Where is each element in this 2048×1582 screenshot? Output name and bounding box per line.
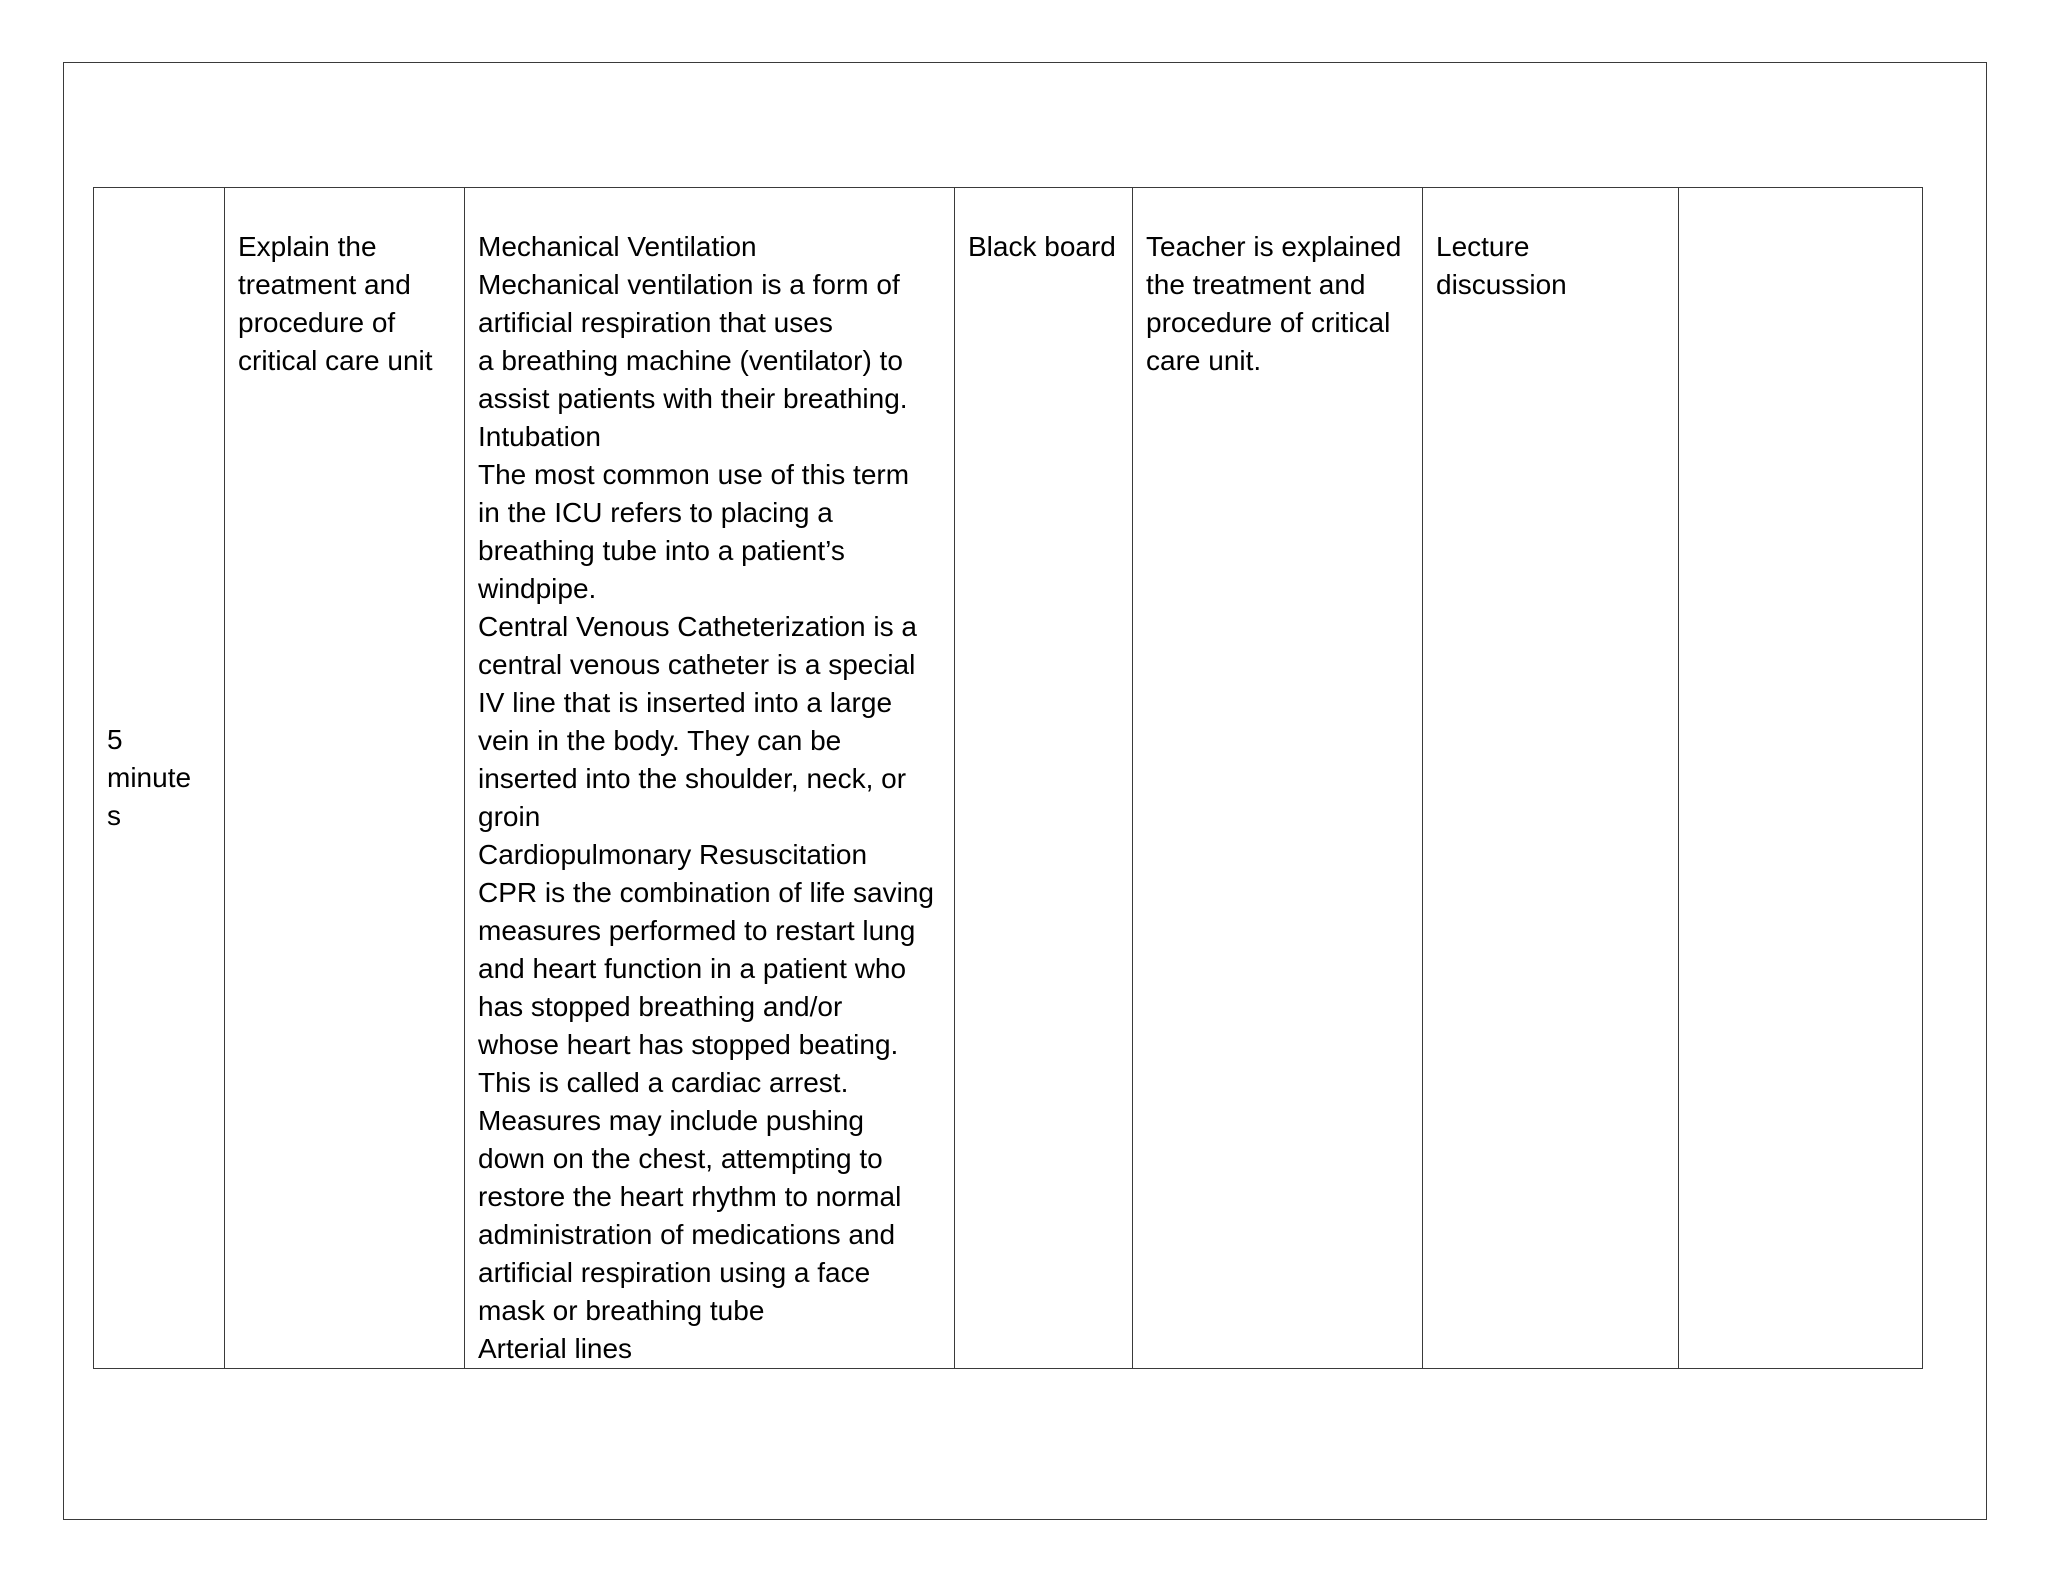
content-cell: Mechanical Ventilation Mechanical ventilation is a form of artificial respiration that uses a breathing machine (ventilator) to assist patients with their breathing. Intubation The most common use of this term in the ICU refers to placing a breathing tube into a patient’s windpipe. Central Venous Catheterization is a central venous catheter is a special IV line that is inserted into a large vein in the body. They can be inserted into the shoulder, neck, or groin Cardiopulmonary Resuscitation CPR is the combination of life saving measures performed to restart lung and heart function in a patient who has stopped breathing and/or whose heart has stopped beating. This is called a cardiac arrest. Measures may include pushing down on the chest, attempting to restore the heart rhythm to normal administration of medications and artificial respiration using a face mask or breathing tube Arterial lines xyxy=(465,188,955,1369)
av-aids-cell: Black board xyxy=(955,188,1133,1369)
teacher-activity-cell: Teacher is explained the treatment and procedure of critical care unit. xyxy=(1133,188,1423,1369)
method-cell: Lecture discussion xyxy=(1423,188,1679,1369)
time-cell: 5 minute s xyxy=(94,188,225,1369)
evaluation-cell xyxy=(1679,188,1923,1369)
lesson-plan-table xyxy=(93,187,1923,1369)
table-row xyxy=(94,188,1923,1369)
objective-cell: Explain the treatment and procedure of critical care unit xyxy=(225,188,465,1369)
